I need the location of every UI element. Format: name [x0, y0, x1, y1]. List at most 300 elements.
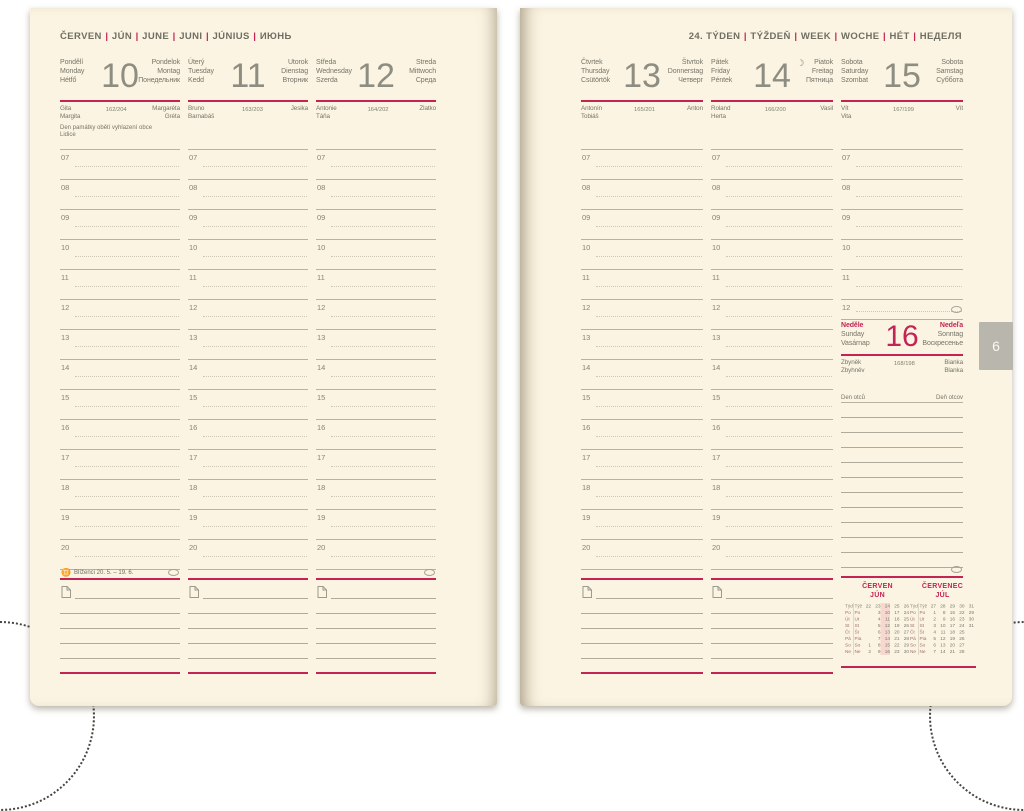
hour-writing-line [203, 346, 307, 347]
hour-slot [581, 420, 703, 450]
hour-writing-line [75, 436, 179, 437]
note-line [711, 614, 833, 629]
hour-slot [581, 450, 703, 480]
hour-slot [581, 540, 703, 570]
zodiac-label: Blíženci 20. 5. – 19. 6. [74, 570, 134, 576]
separator: | [135, 31, 139, 42]
minical-week-row: Týd Týž 27 28 29 30 31 [910, 603, 974, 609]
day-name-stack-left: Středa Wednesday Szerda [316, 59, 352, 84]
zodiac-row [316, 570, 436, 580]
header-label: JUNE [142, 31, 170, 42]
hour-writing-line [596, 346, 702, 347]
hour-writing-line [596, 196, 702, 197]
notes-area [188, 580, 308, 674]
name-day-row [841, 102, 963, 123]
header-label: WOCHE [841, 31, 880, 42]
hour-slot [711, 240, 833, 270]
name-day-row [581, 102, 703, 123]
hour-label: 20 [317, 543, 326, 552]
note-line [581, 644, 703, 659]
hour-slot [316, 330, 436, 360]
note-line [316, 614, 436, 629]
hour-slot [711, 480, 833, 510]
hour-writing-line [331, 226, 435, 227]
hour-slot [581, 150, 703, 180]
day-of-year-counter: 168/198 [893, 361, 915, 367]
minical-day-row: Pá Pia 5 12 19 26 [910, 636, 965, 642]
note-line [841, 448, 963, 463]
hour-label: 09 [842, 213, 851, 222]
day-number: 10 [101, 57, 139, 95]
hour-label: 15 [317, 393, 326, 402]
day-number: 14 [753, 57, 791, 95]
hour-writing-line [726, 466, 832, 467]
hour-slot [711, 390, 833, 420]
day-column [711, 55, 833, 674]
hour-label: 14 [317, 363, 326, 372]
hour-slot [711, 210, 833, 240]
hour-writing-line [726, 226, 832, 227]
note-line [581, 599, 703, 614]
hour-label: 20 [712, 543, 721, 552]
hour-label: 16 [317, 423, 326, 432]
hour-writing-line [331, 466, 435, 467]
note-line [841, 538, 963, 553]
day-column [60, 55, 180, 674]
oval-stamp-icon [168, 569, 179, 576]
hour-slot [60, 270, 180, 300]
name-days-slovak: Jesika [290, 105, 308, 112]
hour-slot [188, 240, 308, 270]
name-days-czech: Vít Vita [841, 105, 852, 120]
hour-writing-line [75, 286, 179, 287]
hour-writing-line [596, 526, 702, 527]
hour-slot [581, 480, 703, 510]
note-line [316, 629, 436, 644]
note-line [841, 478, 963, 493]
note-page-icon [61, 586, 71, 598]
hour-label: 07 [582, 153, 591, 162]
note-row [581, 580, 703, 599]
note-line [188, 629, 308, 644]
hour-slot [841, 240, 963, 270]
note-line [188, 644, 308, 659]
header-label: ИЮНЬ [259, 31, 292, 42]
hour-writing-line [203, 316, 307, 317]
hour-writing-line [726, 166, 832, 167]
hour-writing-line [726, 376, 832, 377]
header-label: 24. TÝDEN [688, 31, 741, 42]
note-line [841, 493, 963, 508]
hour-writing-line [596, 256, 702, 257]
minical-day-row: Ne Ne 7 14 21 28 [910, 649, 965, 655]
note-line [841, 508, 963, 523]
day-of-year-counter: 165/201 [634, 107, 655, 113]
hour-label: 11 [61, 273, 69, 282]
minical-day-row: So So 1 8 15 22 29 [845, 642, 909, 648]
hour-label: 14 [189, 363, 198, 372]
hour-writing-line [726, 196, 832, 197]
day-header [581, 55, 703, 102]
sunday-notes-area [841, 403, 963, 578]
hour-writing-line [331, 286, 435, 287]
oval-stamp-icon [951, 306, 962, 313]
hour-writing-line [203, 436, 307, 437]
hour-slot [316, 390, 436, 420]
hour-label: 08 [189, 183, 198, 192]
hour-label: 09 [61, 213, 70, 222]
hour-label: 19 [61, 513, 70, 522]
hour-writing-line [331, 556, 435, 557]
note-line [841, 463, 963, 478]
hour-slot [841, 270, 963, 300]
note-page-icon [317, 586, 327, 598]
separator: | [743, 31, 747, 42]
hour-label: 07 [189, 153, 198, 162]
note-row [711, 580, 833, 599]
minical-day-row: Po Po 1 8 15 22 29 [910, 610, 974, 616]
day-header [711, 55, 833, 102]
hour-slot [711, 270, 833, 300]
holiday-note [711, 123, 833, 150]
hour-slot [316, 240, 436, 270]
note-line [331, 580, 436, 599]
hour-writing-line [203, 286, 307, 287]
hour-writing-line [726, 256, 832, 257]
note-page-icon [712, 586, 722, 598]
hour-label: 07 [842, 153, 851, 162]
hour-slot [711, 150, 833, 180]
note-line [711, 629, 833, 644]
day-header [316, 55, 436, 102]
note-line [188, 599, 308, 614]
hour-writing-line [856, 286, 962, 287]
header-label: JÚNIUS [212, 31, 250, 42]
hour-label: 13 [712, 333, 721, 342]
day-name-stack-right: Štvrtok Donnerstag Четверг [667, 59, 703, 84]
hour-label: 14 [712, 363, 721, 372]
note-line [203, 580, 308, 599]
hour-slot [60, 210, 180, 240]
minical-week-row: Týd Týž 22 23 24 25 26 [845, 603, 909, 609]
note-line [841, 553, 963, 568]
hour-label: 18 [712, 483, 721, 492]
name-days-slovak: Vasil [820, 105, 833, 112]
minical-table [845, 603, 910, 655]
hour-slot [581, 210, 703, 240]
hour-label: 12 [582, 303, 591, 312]
header-label: ČERVEN [60, 31, 102, 42]
hour-label: 19 [189, 513, 198, 522]
hour-label: 08 [582, 183, 591, 192]
hour-label: 07 [61, 153, 70, 162]
hour-writing-line [203, 226, 307, 227]
day-header [60, 55, 180, 102]
holiday-note [841, 123, 963, 150]
header-label: WEEK [800, 31, 831, 42]
header-label: НЕДЕЛЯ [919, 31, 962, 42]
hour-writing-line [203, 256, 307, 257]
day-number: 12 [357, 57, 395, 95]
hour-label: 11 [582, 273, 590, 282]
holiday-note [581, 123, 703, 150]
hour-slot [188, 180, 308, 210]
hour-writing-line [75, 556, 179, 557]
hour-slot [60, 300, 180, 330]
hour-label: 08 [61, 183, 70, 192]
name-day-row [60, 102, 180, 123]
name-days-czech: Antonie Táňa [316, 105, 337, 120]
day-name-stack-left: Pátek Friday Péntek [711, 59, 733, 84]
hour-slot [711, 300, 833, 330]
name-days-czech: Roland Herta [711, 105, 731, 120]
hour-slot [188, 390, 308, 420]
hour-writing-line [75, 226, 179, 227]
minical-day-row: So So 6 13 20 27 [910, 642, 965, 648]
note-line [581, 629, 703, 644]
hour-slot [188, 300, 308, 330]
note-line [841, 403, 963, 418]
hour-writing-line [75, 496, 179, 497]
day-name-stack-right: Sobota Samstag Суббота [936, 59, 963, 84]
note-row [60, 580, 180, 599]
hour-slot [316, 540, 436, 570]
hour-slot [316, 270, 436, 300]
hour-label: 16 [712, 423, 721, 432]
day-of-year-counter: 164/202 [367, 107, 389, 113]
note-line [60, 599, 180, 614]
hour-slot [581, 390, 703, 420]
header-label: HÉT [889, 31, 910, 42]
hour-slot [711, 540, 833, 570]
separator: | [913, 31, 917, 42]
hour-label: 10 [189, 243, 198, 252]
hour-slot [316, 420, 436, 450]
hour-label: 13 [317, 333, 326, 342]
hour-slot [60, 240, 180, 270]
hour-label: 10 [712, 243, 721, 252]
hour-label: 13 [582, 333, 591, 342]
hour-label: 09 [582, 213, 591, 222]
hour-slot [316, 480, 436, 510]
hour-label: 16 [582, 423, 591, 432]
note-page-icon [189, 586, 199, 598]
day-name-stack-right: Streda Mittwoch Среда [409, 59, 436, 84]
hour-writing-line [75, 316, 179, 317]
zodiac-row [711, 570, 833, 580]
hour-slot [60, 510, 180, 540]
day-column [188, 55, 308, 674]
minical-day-row: St St 3 10 17 24 31 [910, 623, 974, 629]
hour-label: 14 [582, 363, 591, 372]
hour-label: 12 [61, 303, 70, 312]
note-line [596, 580, 703, 599]
hour-writing-line [726, 436, 832, 437]
name-days-czech: Bruno Barnabáš [188, 105, 215, 120]
day-of-year-counter: 162/204 [105, 107, 127, 113]
hour-slot [60, 390, 180, 420]
hour-slot [711, 180, 833, 210]
day-number: 16 [885, 320, 919, 353]
hour-slot [316, 510, 436, 540]
notes-area [60, 580, 180, 674]
hour-label: 08 [712, 183, 721, 192]
gemini-icon: ♊ [61, 568, 71, 577]
hour-label: 19 [317, 513, 326, 522]
hour-label: 20 [582, 543, 591, 552]
hour-writing-line [331, 196, 435, 197]
separator: | [205, 31, 209, 42]
zodiac-row [188, 570, 308, 580]
hour-writing-line [856, 196, 962, 197]
minical-day-row: Po Po 3 10 17 24 [845, 610, 909, 616]
name-day-row [188, 102, 308, 123]
hour-slot [841, 150, 963, 180]
hour-label: 12 [842, 303, 851, 312]
hour-writing-line [596, 226, 702, 227]
minical-day-row: Čt Št 4 11 18 25 [910, 629, 965, 635]
hour-writing-line [203, 406, 307, 407]
hour-label: 17 [582, 453, 591, 462]
hour-writing-line [726, 286, 832, 287]
hour-writing-line [726, 526, 832, 527]
hour-label: 11 [317, 273, 325, 282]
hour-label: 16 [61, 423, 70, 432]
moon-phase-icon: ☽ [796, 58, 805, 68]
week-number-header [689, 31, 962, 42]
minical-day-row: Pá Pia 7 14 21 28 [845, 636, 909, 642]
hour-writing-line [726, 316, 832, 317]
note-line [75, 580, 180, 599]
hour-slot [316, 360, 436, 390]
hour-writing-line [75, 406, 179, 407]
zodiac-row [581, 570, 703, 580]
hour-slot [188, 450, 308, 480]
hour-label: 18 [317, 483, 326, 492]
mini-calendar [845, 583, 910, 707]
hour-label: 10 [317, 243, 326, 252]
name-days-slovak: Margaréta Gréta [152, 105, 180, 120]
hour-label: 15 [712, 393, 721, 402]
hour-slot [60, 450, 180, 480]
hour-slot [316, 150, 436, 180]
hour-slot [581, 300, 703, 330]
hour-label: 12 [712, 303, 721, 312]
hour-label: 19 [582, 513, 591, 522]
note-line [581, 614, 703, 629]
hour-writing-line [726, 406, 832, 407]
hour-label: 12 [189, 303, 198, 312]
separator: | [834, 31, 838, 42]
day-name-stack-right: Piatok Freitag Пятница [805, 59, 833, 84]
hour-label: 17 [189, 453, 198, 462]
mini-calendars-block [841, 583, 976, 668]
hour-label: 12 [317, 303, 326, 312]
page-tab: 6 [979, 322, 1013, 370]
hour-writing-line [331, 496, 435, 497]
separator: | [105, 31, 109, 42]
header-label: JUNI [179, 31, 203, 42]
hour-label: 20 [189, 543, 198, 552]
day-column-weekend [841, 55, 974, 668]
hour-writing-line [331, 406, 435, 407]
notes-area [711, 580, 833, 674]
hour-label: 07 [317, 153, 326, 162]
note-line [711, 599, 833, 614]
hour-label: 17 [712, 453, 721, 462]
hour-label: 10 [582, 243, 591, 252]
note-line [711, 644, 833, 659]
day-name-stack-left: Čtvrtek Thursday Csütörtök [581, 59, 611, 84]
hour-slot [188, 480, 308, 510]
hour-writing-line [596, 556, 702, 557]
name-days-slovak: Vít [955, 105, 963, 112]
hour-writing-line [75, 526, 179, 527]
hour-slot [60, 180, 180, 210]
hour-label: 09 [712, 213, 721, 222]
name-days-slovak: Anton [687, 105, 703, 112]
day-of-year-counter: 167/199 [892, 107, 914, 113]
hour-slot [841, 300, 963, 320]
hour-slot [188, 270, 308, 300]
minical-day-row: St St 5 12 19 26 [845, 623, 909, 629]
oval-stamp-icon [424, 569, 435, 576]
hour-label: 15 [582, 393, 591, 402]
hour-writing-line [75, 376, 179, 377]
hour-writing-line [75, 466, 179, 467]
hour-writing-line [331, 346, 435, 347]
day-of-year-counter: 163/203 [241, 107, 263, 113]
notes-area [581, 580, 703, 674]
header-label: JÚN [111, 31, 133, 42]
day-name-stack-left: Úterý Tuesday Kedd [188, 59, 214, 84]
day-number: 15 [883, 57, 921, 95]
hour-writing-line [203, 466, 307, 467]
note-line [60, 644, 180, 659]
hour-slot [581, 360, 703, 390]
fathers-day-row: Den otců Deň otcov [841, 390, 963, 403]
hour-slot [60, 330, 180, 360]
hour-writing-line [203, 166, 307, 167]
hour-slot [711, 510, 833, 540]
day-name-stack-left: Neděle Sunday Vasárnap [841, 322, 870, 347]
note-row [188, 580, 308, 599]
minical-title: ČERVENEC JÚL [921, 583, 964, 599]
name-day-row [711, 102, 833, 123]
hour-slot [711, 420, 833, 450]
hour-slot [711, 360, 833, 390]
day-column [581, 55, 703, 674]
hour-slot [316, 210, 436, 240]
hour-label: 09 [189, 213, 198, 222]
hour-label: 11 [189, 273, 197, 282]
holiday-note: Den památky obětí vyhlazení obce Lidice [60, 123, 180, 150]
hour-label: 11 [712, 273, 720, 282]
hour-writing-line [596, 166, 702, 167]
note-line [841, 418, 963, 433]
hour-slot [581, 270, 703, 300]
month-header [60, 31, 292, 42]
name-days-czech: Zbyněk Zbyhněv [841, 359, 865, 374]
note-line [841, 523, 963, 538]
hour-writing-line [203, 556, 307, 557]
hour-slot [711, 450, 833, 480]
hour-slot [60, 360, 180, 390]
note-line [316, 599, 436, 614]
hour-label: 07 [712, 153, 721, 162]
hour-label: 15 [189, 393, 198, 402]
hour-label: 11 [842, 273, 850, 282]
